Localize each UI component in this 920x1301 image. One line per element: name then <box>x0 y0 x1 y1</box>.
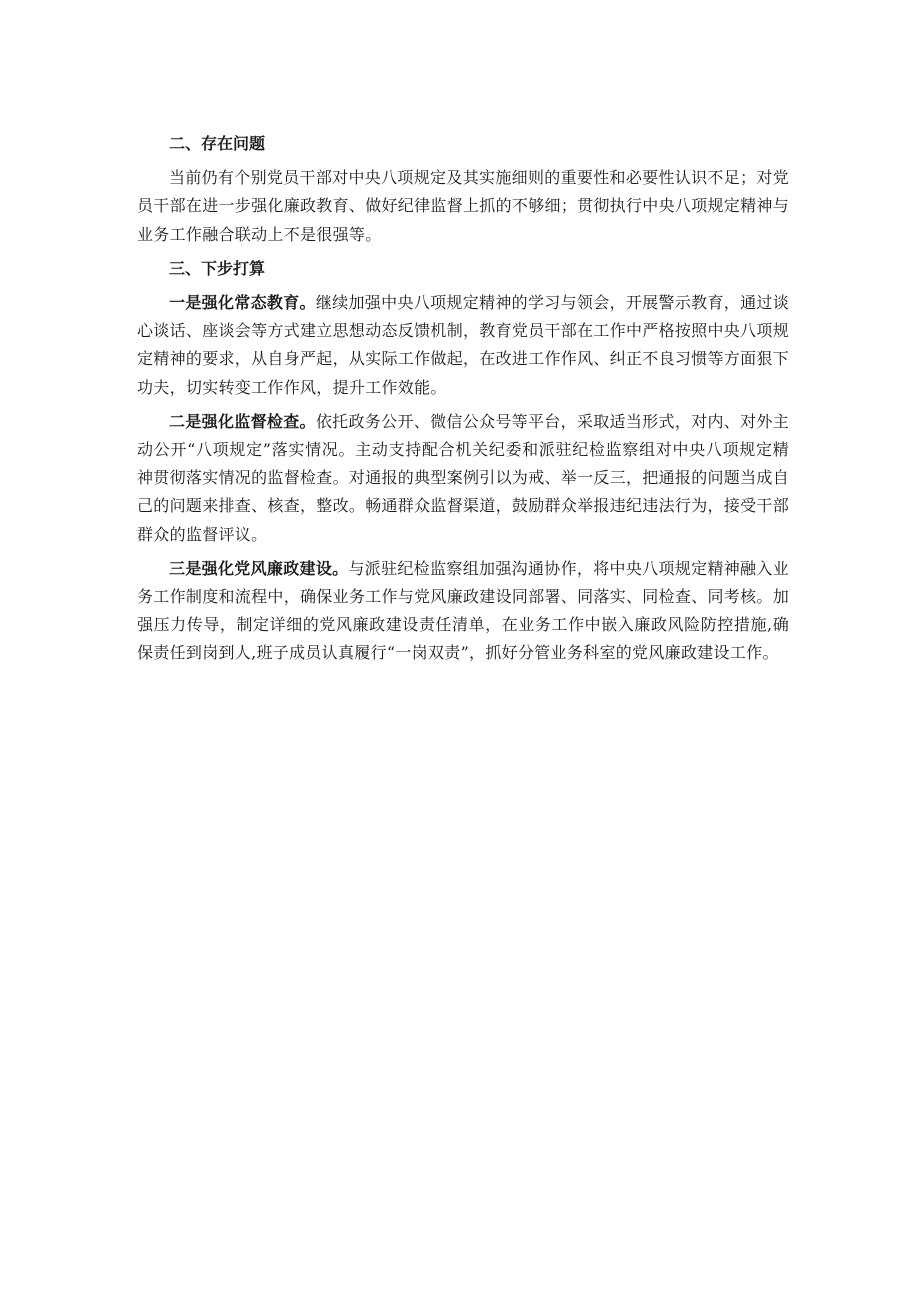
plan-paragraph-supervision <box>137 408 789 549</box>
plan-body-supervision: 依托政务公开、微信公众号等平台，采取适当形式，对内、对外主动公开“八项规定”落实情况。主动支持配合机关纪委和派驻纪检监察组对中央八项规定精神贯彻落实情况的监督检查。对通报的典型案例引以为戒、举一反三，把通报的问题当成自己的问题来排查、核查，整改。畅通群众监督渠道，鼓励群众举报违纪违法行为，接受干部群众的监督评议。 <box>137 411 790 544</box>
document-body <box>137 130 789 674</box>
plan-lead-education: 一是强化常态教育。 <box>169 293 316 313</box>
plan-paragraph-education <box>137 289 789 402</box>
plan-lead-supervision: 二是强化监督检查。 <box>169 411 316 431</box>
plan-body-integrity: 与派驻纪检监察组加强沟通协作，将中央八项规定精神融入业务工作制度和流程中，确保业务工作与党风廉政建设同部署、同落实、同检查、同考核。加强压力传导，制定详细的党风廉政建设责任清单，在业务工作中嵌入廉政风险防控措施,确保责任到岗到人,班子成员认真履行“一岗双责”，抓好分管业务科室的党风廉政建设工作。 <box>137 558 790 663</box>
problems-paragraph: 当前仍有个别党员干部对中央八项规定及其实施细则的重要性和必要性认识不足；对党员干部在进一步强化廉政教育、做好纪律监督上抓的不够细；贯彻执行中央八项规定精神与业务工作融合联动上不是很强等。 <box>137 168 790 244</box>
plan-lead-integrity: 三是强化党风廉政建设。 <box>169 558 349 578</box>
plan-body-education: 继续加强中央八项规定精神的学习与领会，开展警示教育，通过谈心谈话、座谈会等方式建立思想动态反馈机制，教育党员干部在工作中严格按照中央八项规定精神的要求，从自身严起，从实际工作做起，在改进工作作风、纠正不良习惯等方面狠下功夫，切实转变工作作风，提升工作效能。 <box>137 293 790 397</box>
plan-paragraph-integrity <box>137 555 789 668</box>
section-heading-problems: 二、存在问题 <box>169 134 266 153</box>
section-heading-next-steps: 三、下步打算 <box>169 258 266 278</box>
